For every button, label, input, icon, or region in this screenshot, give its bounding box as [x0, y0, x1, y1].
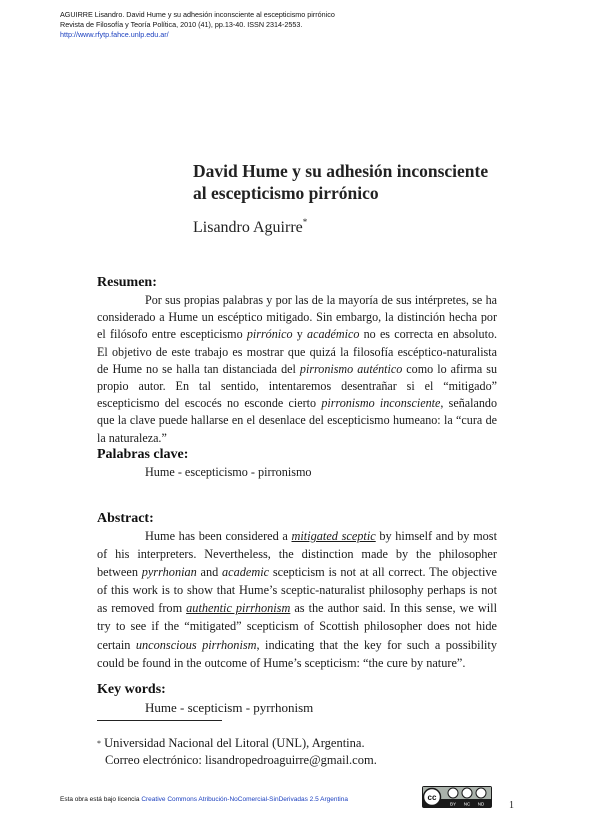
page-number: 1 [509, 800, 514, 811]
resumen-paragraph: Por sus propias palabras y por las de la mayoría de sus intérpretes, se ha considerado a Hume un escéptico mitigado. Sin embargo, la distinción hecha por el filósofo entre escepticismo pirrónico y académico no es correcta en absoluto. El objetivo de este trabajo es mostrar que quizá la filosofía escéptico-naturalista de Hume no se halla tan distanciada del pirronismo auténtico como lo afirma su propio autor. En tal sentido, intentaremos desentrañar si el “mitigado” escepticismo del escocés no esconde cierto pirronismo inconsciente, señalando que la clave puede hallarse en el desenlace del escepticismo humeano: la “cura de la naturaleza.” [97, 293, 498, 445]
header-citation-line1: AGUIRRE Lisandro. David Hume y su adhesión inconsciente al escepticismo pirrónico [60, 10, 335, 19]
journal-url-link[interactable]: http://www.rfytp.fahce.unlp.edu.ar/ [60, 30, 169, 39]
article-title [193, 160, 533, 204]
footnote-mark: * [97, 739, 101, 748]
palabras-clave-heading: Palabras clave: [97, 447, 189, 462]
keywords-heading: Key words: [97, 682, 166, 697]
by-label: BY [449, 801, 457, 807]
cc-license-badge[interactable] [422, 786, 492, 808]
footnote-email: Correo electrónico: lisandropedroaguirre@gmail.com. [105, 753, 377, 767]
title-line1: David Hume y su adhesión inconsciente [193, 161, 489, 181]
running-header [60, 10, 540, 40]
license-link[interactable]: Creative Commons Atribución-NoComercial-SinDerivadas 2.5 Argentina [141, 796, 348, 803]
by-icon [448, 788, 458, 798]
title-line2: al escepticismo pirrónico [193, 183, 379, 203]
header-citation-line2: Revista de Filosofía y Teoría Política, 2010 (41), pp.13-40. ISSN 2314-2553. [60, 20, 303, 29]
nc-label: NC [463, 801, 471, 807]
abstract-heading: Abstract: [97, 511, 154, 526]
nd-label: ND [477, 801, 485, 807]
abstract-paragraph: Hume has been considered a mitigated sceptic by himself and by most of his interpreters. Nevertheless, the distinction made by the philosopher between pyrrhonian and academic scepticism is not at all correct. The objective of this work is to show that Hume’s sceptic-naturalist philosophy perhaps is not as removed from authentic pirrhonism as the author said. In this sense, we will try to see if the “mitigated” scepticism of Scottish philosopher does not hide certain unconscious pirrhonism, indicating that the key for such a possibility could be found in the outcome of Hume’s scepticism: “the cure by nature”. [97, 529, 498, 670]
footnote-divider [97, 720, 222, 721]
license-note [60, 796, 348, 803]
nc-icon [462, 788, 472, 798]
footnote [97, 735, 497, 769]
keywords-list: Hume - scepticism - pyrrhonism [145, 700, 314, 715]
author-footnote-mark: * [302, 217, 308, 227]
cc-icon-label: cc [427, 793, 437, 802]
footnote-affiliation: Universidad Nacional del Litoral (UNL), Argentina. [101, 736, 365, 750]
palabras-clave-list: Hume - escepticismo - pirronismo [145, 465, 312, 479]
author-name: Lisandro Aguirre [193, 219, 303, 236]
nd-icon [476, 788, 486, 798]
resumen-heading: Resumen: [97, 275, 157, 290]
author [193, 219, 307, 237]
license-prefix: Esta obra está bajo licencia [60, 796, 142, 803]
